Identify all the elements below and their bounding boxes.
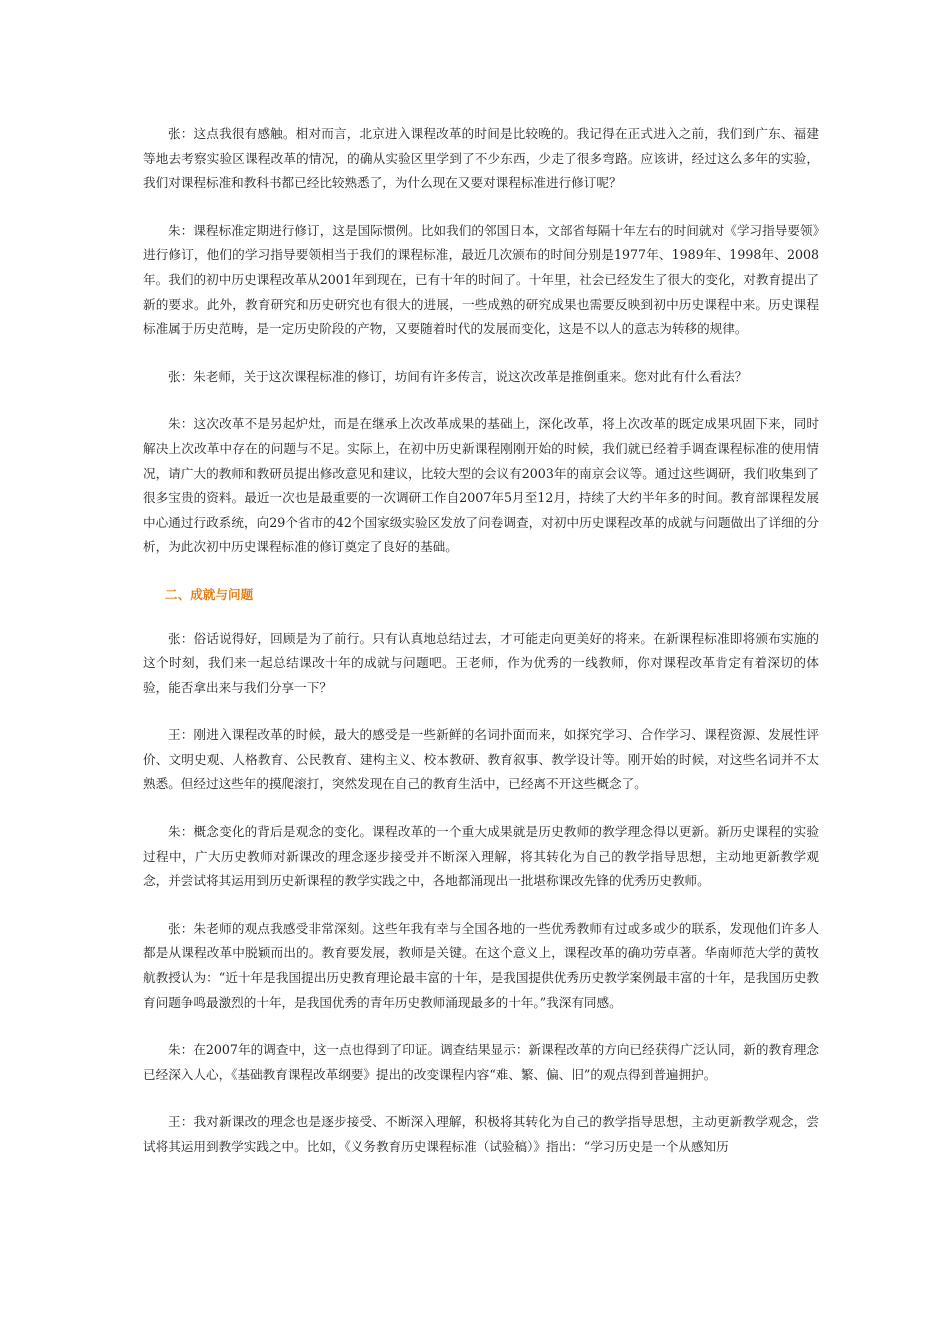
paragraph-zhang-teachers: 张：朱老师的观点我感受非常深刻。这些年我有幸与全国各地的一些优秀教师有过或多或少的联系，发现他们许多人都是从课程改革中脱颖而出的。教育要发展，教师是关键。在这个意义上，课程改革的确功劳卓著。华南师范大学的黄牧航教授认为：“近十年是我国提出历史教育理论最丰富的十年，是我国提供优秀历史教学案例最丰富的十年，是我国历史教育问题争鸣最激烈的十年，是我国优秀的青年历史教师涌现最多的十年。”我深有同感。 bbox=[143, 920, 819, 1010]
paragraph-zhang-question: 张：朱老师，关于这次课程标准的修订，坊间有许多传言，说这次改革是推倒重来。您对此有什么看法？ bbox=[168, 368, 748, 384]
paragraph-zhu-concepts: 朱：概念变化的背后是观念的变化。课程改革的一个重大成果就是历史教师的教学理念得以更新。新历史课程的实验过程中，广大历史教师对新课改的理念逐步接受并不断深入理解，将其转化为自己的教学指导思想，主动地更新教学观念，并尝试将其运用到历史新课程的教学实践之中，各地都涌现出一批堪称课改先锋的优秀历史教师。 bbox=[143, 824, 819, 889]
section-heading: 二、成就与问题 bbox=[165, 586, 254, 602]
paragraph-zhu-survey: 朱：在2007年的调查中，这一点也得到了印证。调查结果显示：新课程改革的方向已经获得广泛认同，新的教育理念已经深入人心，《基础教育课程改革纲要》提出的改变课程内容“难、繁、偏、旧”的观点得到普遍拥护。 bbox=[143, 1042, 819, 1082]
paragraph-zhu-continuity: 朱：这次改革不是另起炉灶，而是在继承上次改革成果的基础上，深化改革，将上次改革的既定成果巩固下来，同时解决上次改革中存在的问题与不足。实际上，在初中历史新课程刚刚开始的时候，我们就已经着手调查课程标准的使用情况，请广大的教师和教研员提出修改意见和建议，比较大型的会议有2003年的南京会议等。通过这些调研，我们收集到了很多宝贵的资料。最近一次也是最重要的一次调研工作自2007年5月至12月，持续了大约半年多的时间。教育部课程发展中心通过行政系统，向29个省市的42个国家级实验区发放了问卷调查，对初中历史课程改革的成就与问题做出了详细的分析，为此次初中历史课程标准的修订奠定了良好的基础。 bbox=[143, 416, 819, 555]
paragraph-zhu-revision-practice: 朱：课程标准定期进行修订，这是国际惯例。比如我们的邻国日本，文部省每隔十年左右的时间就对《学习指导要领》进行修订，他们的学习指导要领相当于我们的课程标准，最近几次颁布的时间分别是1977年、1989年、1998年、2008年。我们的初中历史课程改革从2001年到现在，已有十年的时间了。十年里，社会已经发生了很大的变化，对教育提出了新的要求。此外，教育研究和历史研究也有很大的进展，一些成熟的研究成果也需要反映到初中历史课程中来。历史课程标准属于历史范畴，是一定历史阶段的产物，又要随着时代的发展而变化，这是不以人的意志为转移的规律。 bbox=[143, 222, 819, 337]
document-body bbox=[143, 122, 819, 1183]
paragraph-zhang-review: 张：俗话说得好，回顾是为了前行。只有认真地总结过去，才可能走向更美好的将来。在新课程标准即将颁布实施的这个时刻，我们来一起总结课改十年的成就与问题吧。王老师，作为优秀的一线教师，你对课程改革肯定有着深切的体验，能否拿出来与我们分享一下？ bbox=[143, 630, 819, 695]
paragraph-wang-standards: 王：我对新课改的理念也是逐步接受、不断深入理解，积极将其转化为自己的教学指导思想，主动更新教学观念，尝试将其运用到教学实践之中。比如，《义务教育历史课程标准（试验稿）》指出：“学习历史是一个从感知历 bbox=[143, 1114, 819, 1154]
paragraph-zhang-intro: 张：这点我很有感触。相对而言，北京进入课程改革的时间是比较晚的。我记得在正式进入之前，我们到广东、福建等地去考察实验区课程改革的情况，的确从实验区里学到了不少东西，少走了很多弯路。应该讲，经过这么多年的实验，我们对课程标准和教科书都已经比较熟悉了，为什么现在又要对课程标准进行修订呢？ bbox=[143, 126, 819, 191]
paragraph-wang-new-terms: 王：刚进入课程改革的时候，最大的感受是一些新鲜的名词扑面而来，如探究学习、合作学习、课程资源、发展性评价、文明史观、人格教育、公民教育、建构主义、校本教研、教育叙事、教学设计等。刚开始的时候，对这些名词并不太熟悉。但经过这些年的摸爬滚打，突然发现在自己的教育生活中，已经离不开这些概念了。 bbox=[143, 727, 819, 792]
